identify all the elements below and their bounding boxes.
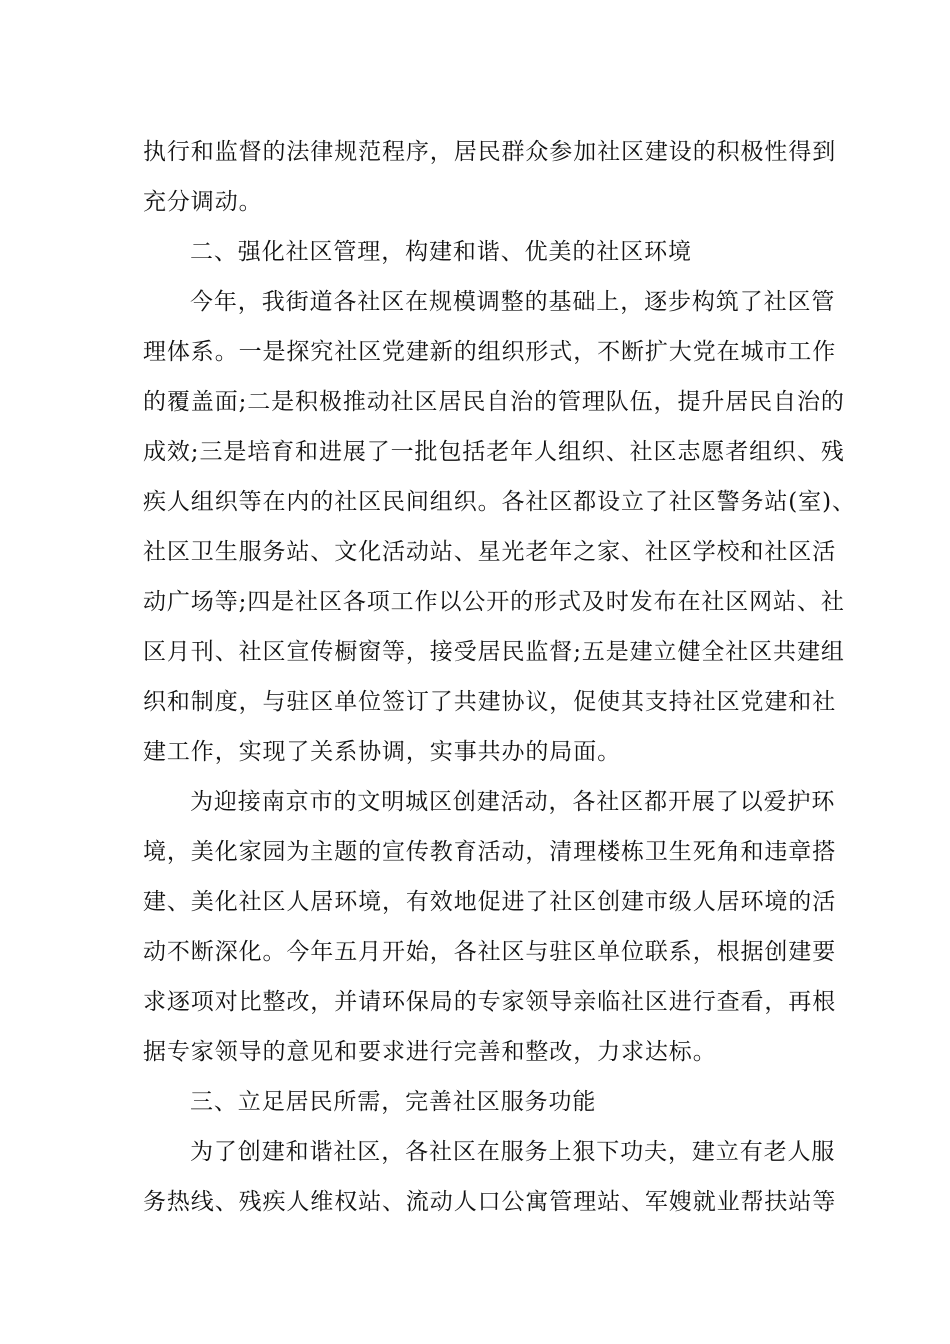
section-heading: 三、立足居民所需，完善社区服务功能 — [190, 1089, 597, 1115]
text-line: 成效;三是培育和进展了一批包括老年人组织、社区志愿者组织、残 — [143, 439, 845, 465]
text-line: 境，美化家园为主题的宣传教育活动，清理楼栋卫生死角和违章搭 — [143, 839, 837, 865]
text-line: 建工作，实现了关系协调，实事共办的局面。 — [143, 739, 621, 765]
text-line: 为迎接南京市的文明城区创建活动，各社区都开展了以爱护环 — [190, 789, 836, 815]
text-line: 织和制度，与驻区单位签订了共建协议，促使其支持社区党建和社 — [143, 689, 837, 715]
text-line: 区月刊、社区宣传橱窗等，接受居民监督;五是建立健全社区共建组 — [143, 639, 845, 665]
text-line: 建、美化社区人居环境，有效地促进了社区创建市级人居环境的活 — [143, 889, 837, 915]
text-line: 充分调动。 — [143, 189, 263, 215]
text-line: 务热线、残疾人维权站、流动人口公寓管理站、军嫂就业帮扶站等 — [143, 1189, 837, 1215]
text-line: 求逐项对比整改，并请环保局的专家领导亲临社区进行查看，再根 — [143, 989, 837, 1015]
text-line: 为了创建和谐社区，各社区在服务上狠下功夫，建立有老人服 — [190, 1139, 836, 1165]
text-line: 动不断深化。今年五月开始，各社区与驻区单位联系，根据创建要 — [143, 939, 837, 965]
section-heading: 二、强化社区管理，构建和谐、优美的社区环境 — [190, 239, 692, 265]
text-line: 今年，我街道各社区在规模调整的基础上，逐步构筑了社区管 — [190, 289, 836, 315]
text-line: 的覆盖面;二是积极推动社区居民自治的管理队伍，提升居民自治的 — [143, 389, 845, 415]
text-line: 理体系。一是探究社区党建新的组织形式，不断扩大党在城市工作 — [143, 339, 837, 365]
text-line: 执行和监督的法律规范程序，居民群众参加社区建设的积极性得到 — [143, 139, 837, 165]
text-line: 疾人组织等在内的社区民间组织。各社区都设立了社区警务站(室)、 — [143, 489, 856, 515]
text-line: 动广场等;四是社区各项工作以公开的形式及时发布在社区网站、社 — [143, 589, 845, 615]
text-line: 据专家领导的意见和要求进行完善和整改，力求达标。 — [143, 1039, 717, 1065]
text-line: 社区卫生服务站、文化活动站、星光老年之家、社区学校和社区活 — [143, 539, 837, 565]
